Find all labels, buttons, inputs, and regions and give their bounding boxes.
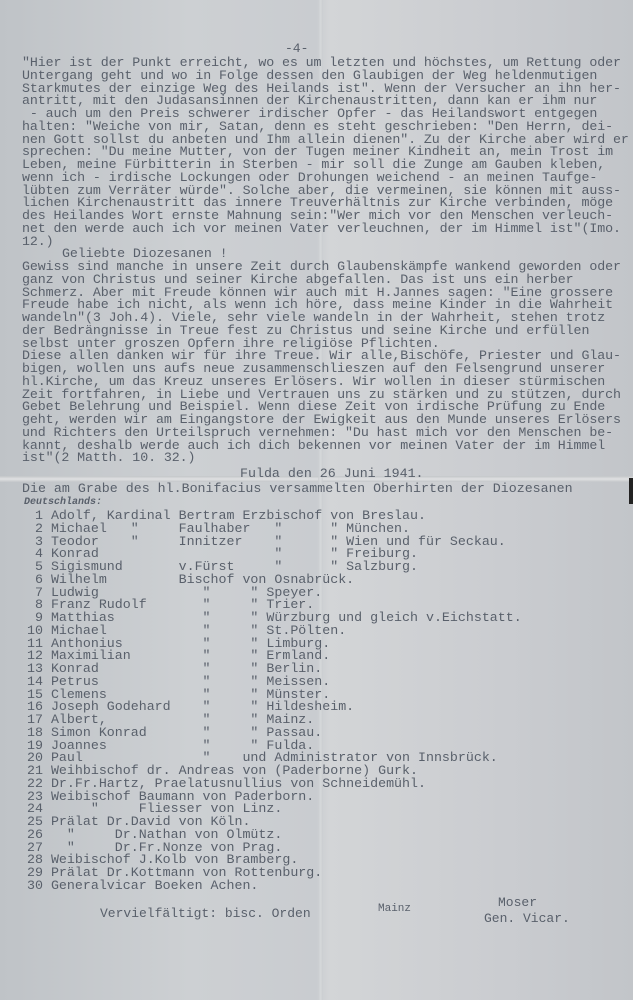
body-line: Schmerz. Aber mit Freude können wir auch mit H.Jannes sagen: "Eine grossere (22, 284, 613, 300)
signatory-row: 21 Weihbischof dr. Andreas von (Paderborne) Gurk. (27, 763, 418, 778)
body-line: Diese allen danken wir für ihre Treue. Wir alle,Bischöfe, Priester und Glau- (22, 348, 621, 364)
signer-name: Moser (498, 895, 538, 910)
body-line: bigen, wollen uns aufs neue zusammenschlieszen auf den Felsengrund unserer (22, 361, 606, 376)
signatory-row: 7 Ludwig " " Speyer. (27, 584, 323, 600)
body-line: net den werde auch ich vor meinen Vater verleuchnen, der im Himmel ist"(Imo. (22, 220, 621, 236)
signatory-row: 20 Paul " und Administrator von Innsbrück. (27, 750, 498, 766)
signatories-intro: Die am Grabe des hl.Bonifacius versammelten Oberhirten der Diozesanen (22, 481, 573, 496)
signatory-row: 18 Simon Konrad " " Passau. (27, 724, 323, 740)
body-line: Gebet Belehrung und Beispiel. Wenn diese Zeit von irdische Prüfung zu Ende (22, 399, 606, 415)
signatory-row: 13 Konrad " " Berlin. (27, 661, 323, 676)
body-line: Freude habe ich nicht, als wenn ich höre, dass meine Kinder in die Wahrheit (22, 297, 613, 313)
signatory-row: 2 Michael " Faulhaber " " München. (27, 520, 411, 536)
signatory-row: 16 Joseph Godehard " " Hildesheim. (27, 699, 355, 715)
body-line: ist"(2 Matth. 10. 32.) (22, 450, 196, 466)
body-line: nen Gott sollst du anbeten und Ihm allein dienen". Zu der Kirche aber wird er (22, 131, 629, 147)
body-line: des Heilandes Wort ernste Mahnung sein:"Wer mich vor den Menschen verleuch- (22, 208, 613, 223)
signatory-row: 19 Joannes " " Fulda. (27, 737, 315, 753)
signatory-row: 17 Albert, " " Mainz. (27, 712, 315, 727)
signatory-row: 3 Teodor " Innitzer " " Wien und für Seckau. (27, 533, 506, 549)
body-line: Starkmutes der einzige Weg des Heilands ist". Wenn der Versucher an ihn her- (22, 80, 621, 96)
signatory-row: 8 Franz Rudolf " " Trier. (27, 597, 315, 613)
body-line: und Richters den Urteilspruch vernehmen: "Du hast mich vor den Menschen be- (22, 424, 613, 440)
copy-note: Vervielfältigt: bisc. Orden (100, 906, 311, 921)
body-line: Zeit fortfahren, in Liebe und Vertrauen uns zu stärken und zu stützen, durch (22, 386, 621, 402)
body-line: halten: "Weiche von mir, Satan, denn es steht geschrieben: "Den Herrn, dei- (22, 118, 613, 134)
signatory-row: 22 Dr.Fr.Hartz, Praelatusnullius von Schneidemühl. (27, 775, 426, 791)
body-line: der Bedrängnisse in Treue fest zu Christus und seine Kirche und erfüllen (22, 322, 590, 338)
signatory-row: 4 Konrad " " Freiburg. (27, 546, 418, 562)
signatory-row: 12 Maximilian " " Ermland. (27, 648, 331, 664)
body-line: lichen Kirchenaustritt das innere Treuverhältnis zur Kirche verbinden, möge (22, 195, 613, 211)
signatory-row: 28 Weibischof J.Kolb von Bramberg. (27, 852, 299, 868)
letter-body (22, 57, 629, 465)
page-number: -4- (285, 41, 309, 56)
body-line: lübten zum Verräter würde". Solche aber, die vermeinen, sie können mit auss- (22, 182, 621, 198)
signatory-row: 27 " Dr.Fr.Nonze von Prag. (27, 839, 283, 855)
signer-title: Gen. Vicar. (484, 911, 570, 926)
body-line: hl.Kirche, um das Kreuz unseres Erlösers. Wir wollen in dieser stürmischen (22, 373, 606, 389)
signatory-row: 29 Prälat Dr.Kottmann von Rottenburg. (27, 865, 323, 880)
body-line: ganz von Christus und seiner Kirche abgefallen. Das ist uns ein herber (22, 271, 574, 287)
signatory-row: 26 " Dr.Nathan von Olmütz. (27, 826, 283, 842)
region-label: Deutschlands: (24, 497, 103, 508)
place-date: Fulda den 26 Juni 1941. (240, 466, 424, 481)
body-line: sprechen: "Du meine Mutter, von der Tugen meiner Kindheit an, mein Trost im (22, 144, 613, 160)
body-line: "Hier ist der Punkt erreicht, wo es um letzten und höchstes, um Rettung oder (22, 55, 621, 70)
body-line: selbst unter groszen Opfern ihre religiöse Pflichten. (22, 335, 440, 351)
signatory-row: 10 Michael " " St.Pölten. (27, 622, 347, 638)
body-line: geht, werden wir am Eingangstore der Ewigkeit aus den Munde unseres Erlösers (22, 412, 621, 427)
signatory-row: 14 Petrus " " Meissen. (27, 673, 331, 689)
body-line: Leben, meine Fürbitterin in Sterben - mir soll die Zunge am Gauben kleben, (22, 157, 606, 172)
footer-city: Mainz (378, 903, 412, 915)
signatory-row: 15 Clemens " " Münster. (27, 686, 331, 702)
body-line: wenn ich - irdische Lockungen oder Drohungen weichend - an meinen Taufge- (22, 169, 598, 185)
torn-edge (629, 478, 633, 504)
body-line: Geliebte Diozesanen ! (62, 246, 228, 262)
signatory-list (27, 510, 522, 893)
signatory-row: 9 Matthias " " Würzburg und gleich v.Eichstatt. (27, 610, 522, 625)
body-line: antritt, mit den Judasansinnen der Kirchenaustritten, dann kan er ihm nur (22, 93, 598, 109)
signatory-row: 25 Prälat Dr.David von Köln. (27, 814, 251, 829)
body-line: Untergang geht und wo in Folge dessen den Glaubigen der Weg heldenmutigen (22, 67, 598, 83)
signatory-row: 5 Sigismund v.Fürst " " Salzburg. (27, 559, 418, 574)
body-line: Gewiss sind manche in unsere Zeit durch Glaubenskämpfe wankend geworden oder (22, 259, 621, 274)
signatory-row: 1 Adolf, Kardinal Bertram Erzbischof von Breslau. (27, 508, 426, 523)
body-line: - auch um den Preis schwerer irdischer Opfer - das Heilandswort entgegen (22, 106, 598, 121)
signatory-row: 11 Anthonius " " Limburg. (27, 635, 331, 651)
body-line: kannt, deshalb werde auch ich dich bekennen vor meinen Vater der im Himmel (22, 437, 606, 453)
signatory-row: 23 Weibischof Baumann von Paderborn. (27, 788, 315, 804)
body-line: wandeln"(3 Joh.4). Viele, sehr viele wandeln in der Wahrheit, stehen trotz (22, 310, 606, 325)
body-line: 12.) (22, 233, 54, 249)
signatory-row: 6 Wilhelm Bischof von Osnabrück. (27, 571, 355, 587)
signatory-row: 24 " Fliesser von Linz. (27, 801, 283, 817)
signatory-row: 30 Generalvicar Boeken Achen. (27, 877, 259, 893)
